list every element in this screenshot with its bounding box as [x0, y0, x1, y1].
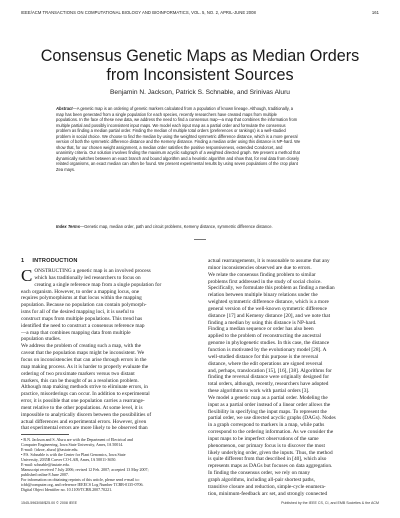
abstract-line: map has been generated from a single population for each species, recently researchers have created maps from multiple	[56, 111, 277, 117]
running-header	[21, 10, 379, 18]
footnote-rule	[21, 434, 69, 435]
body-line: In finding the consensus order, we rely on many	[208, 470, 311, 477]
body-line: ordering of two proximate markers versus two distant	[21, 370, 135, 377]
body-line: We model a genetic map as a partial order. Modeling the	[208, 394, 328, 401]
footnote-line: Computer Engineering, Iowa State University, Ames, IA 50014.	[21, 442, 124, 447]
title-line: Consensus Genetic Maps as Median Orders	[40, 47, 360, 65]
body-line: phenomenon, our primary focus is to discover the most	[208, 442, 325, 449]
body-line: partial order, we use directed acyclic graphs (DAGs). Nodes	[208, 415, 336, 422]
body-line: isms for all of the desired mapping loci, it is useful to	[21, 309, 135, 316]
paper-title	[0, 47, 400, 85]
body-line: distance [17] and Kemeny distance [20], and we note that	[208, 312, 331, 319]
body-line: We address the problem of creating such a map, with the	[21, 343, 142, 350]
footnote-line: published online 8 June 2007.	[21, 472, 69, 477]
body-line: ment relative to the other populations. At some level, it is	[21, 404, 143, 411]
body-line: distance, where the edit operations are signed reversal	[208, 360, 323, 367]
body-line: tion, minimum-feedback arc set, and strongly connected	[208, 490, 328, 497]
body-line: Specifically, we formulate this problem as finding a median	[208, 285, 335, 292]
abstract-line: unanimity criteria. Our solution involves finding the maximum acyclic subgraph of a weighted directed graph. We present a method that	[56, 150, 300, 156]
body-line: We relate the consensus finding problem to similar	[208, 271, 316, 278]
body-line: Finding a median sequence or order has also been	[208, 326, 314, 333]
body-line: impossible to analytically discern between the possibilities of	[21, 411, 152, 418]
title-line: from Inconsistent Sources	[106, 66, 294, 84]
body-line: in a graph correspond to markers in a map, while paths	[208, 422, 325, 429]
body-line: which has traditionally led researchers to focus on	[34, 274, 141, 281]
body-line: graph algorithms, including all-pair shortest paths,	[208, 477, 315, 483]
body-line: construct maps from multiple populations. This trend has	[21, 315, 143, 322]
left-column	[21, 268, 191, 432]
right-column	[208, 258, 378, 498]
abstract-line: show that, for our chosen weight assignment, a median order satisfies the positive responsiveness, extended Condorcet, and	[56, 144, 283, 150]
publisher-notice: Published by the IEEE CS, CI, and EMB Societies & the ACM	[281, 501, 379, 505]
body-line: these algorithms to work with partial orders [3].	[208, 388, 310, 395]
footnotes	[21, 437, 193, 492]
abstract-line: version of both the symmetric difference distance and the Kemeny distance. Finding a median order using this distance is NP-hard. We	[56, 139, 301, 145]
body-line: population studies.	[21, 336, 62, 343]
body-line: finding a median by using this distance is NP-hard.	[208, 319, 317, 326]
body-line: genome in phylogenetic studies. In this case, the distance	[208, 340, 330, 347]
body-line: actual differences and experimental errors. However, given	[21, 418, 147, 425]
body-line: practice, misorderings can occur. In addition to experimental	[21, 391, 150, 398]
abstract-line: related organisms, an exact median can often be found. We present experimental results by using seven populations of the crop plant	[56, 161, 298, 167]
section-number: 1	[21, 258, 25, 264]
abstract-label: Abstract	[56, 106, 73, 111]
abstract-line: dynamically switches between an exact branch and bound algorithm and a heuristic algorithm and show that, for real data from closely	[56, 155, 300, 161]
abstract-text: —A genetic map is an ordering of genetic markers calculated from a population of known lineage. Although, traditionally, a	[72, 106, 294, 111]
body-line: is quite different from that described in [40], which also	[208, 456, 327, 463]
section-title: INTRODUCTION	[32, 258, 78, 264]
footnote-line: E-mail: schnable@iastate.edu.	[21, 462, 70, 467]
page-number: 161	[371, 10, 379, 15]
body-line: identified the need to construct a consensus reference map	[21, 322, 145, 329]
body-line: represents maps as DAGs but focuses on data aggregation.	[208, 463, 333, 470]
footnote-line: tcbb@computer.org, and reference IEEECS Log Number TCBB-0135-0706.	[21, 482, 144, 487]
body-line: minor inconsistencies observed are due to errors.	[208, 264, 312, 271]
body-line: focus on inconsistencies that can arise through errors in the	[21, 356, 147, 363]
body-line: total orders, although, recently, researchers have adopted	[208, 381, 329, 388]
body-line: actual rearrangements, it is reasonable to assume that any	[208, 258, 330, 264]
body-line: population. Because no population can contain polymorph-	[21, 302, 147, 309]
section-heading	[21, 258, 78, 264]
body-line: problems first addressed in the study of social choice.	[208, 278, 322, 285]
footnote-line: Manuscript received 7 July 2006; revised 12 Feb. 2007; accepted 13 May 2007;	[21, 467, 149, 472]
body-line: caveat that the population maps might be inconsistent. We	[21, 350, 145, 357]
journal-citation: IEEE/ACM TRANSACTIONS ON COMPUTATIONAL BIOLOGY AND BIOINFORMATICS, VOL. 5, NO. 2, APRIL-JUNE 2008	[21, 10, 256, 15]
body-line: function is motivated by the evolutionary model [28]. A	[208, 346, 327, 353]
abstract	[56, 106, 346, 173]
body-line: general version of the well-known symmetric difference	[208, 305, 328, 312]
index-terms-label: Index Terms	[56, 224, 80, 229]
body-line: well-studied distance for this purpose is the reversal	[208, 353, 319, 360]
body-line: weighted symmetric difference distance, which is a more	[208, 299, 329, 306]
abstract-line: problem as finding a median partial order. Finding the median of multiple total orders (preferences or rankings) is a well-studied	[56, 128, 286, 134]
body-line: markers, this can be thought of as a resolution problem.	[21, 377, 139, 384]
body-line: flexibility in specifying the input maps. To represent the	[208, 408, 327, 415]
body-line: correspond to the ordering information. As we consider the	[208, 429, 334, 436]
body-line: error, it is possible that one population carries a rearrange-	[21, 398, 145, 405]
body-line: finding the reversal distance were originally designed for	[208, 374, 330, 381]
body-line: each organism. However, to order a mapping locus, one	[21, 288, 140, 295]
body-line: applied to the problem of reconstructing the ancestral	[208, 333, 322, 340]
index-terms-text: —Genetic map, median order, path and circuit problems, Kemeny distance, symmetric difference distance.	[79, 224, 273, 229]
footnote-line: University, 2035B Carver CO-LAB, Ames, IA 50011-3650.	[21, 457, 117, 462]
body-line: requires polymorphisms at that locus within the mapping	[21, 295, 142, 302]
body-line: Although map making methods strive to eliminate errors, in	[21, 384, 148, 391]
copyright-notice: 1545-5963/08/$25.00 © 2008 IEEE	[21, 501, 77, 505]
abstract-line: Zea mays.	[56, 167, 76, 173]
body-line: that experimental errors are more likely to be observed than	[21, 425, 148, 432]
body-line: and, perhaps, translocation [15], [16], [38]. Algorithms for	[208, 367, 332, 374]
body-line: —a map that combines mapping data from multiple	[21, 329, 131, 336]
index-terms	[56, 224, 346, 230]
body-line: map making process. As it is harder to properly evaluate the	[21, 363, 149, 370]
footnote-line: • P.S. Schnable is with the Center for Plant Genomics, Iowa State	[21, 452, 126, 457]
body-line: likely underlying order, given the inputs. Thus, the method	[208, 449, 333, 456]
body-line: relation between multiple binary relations under the	[208, 292, 318, 299]
section-divider	[194, 239, 206, 240]
footnote-line: For information on obtaining reprints of this article, please send e-mail to:	[21, 477, 140, 482]
body-line: transitive closure and reduction, simple-cycle enumera-	[208, 483, 326, 490]
footnote-line: • B.N. Jackson and S. Aluru are with the Department of Electrical and	[21, 437, 133, 442]
body-line: input as a partial order instead of a linear order allows the	[208, 401, 331, 408]
drop-cap: C	[21, 266, 33, 285]
abstract-line: problem in social choice. We choose to find the median by using the weighted symmetric difference distance, which is a more general	[56, 133, 298, 139]
body-line: input maps to be imperfect observations of the same	[208, 435, 319, 442]
footnote-line: E-mail: {tdzoe, aluru}@iastate.edu.	[21, 447, 79, 452]
author-list: Benjamin N. Jackson, Patrick S. Schnable, and Srinivas Aluru	[110, 89, 290, 96]
abstract-line: multiple partial and possibly inconsistent input maps. We model each input map as a partial order and formulate the consensus	[56, 122, 286, 128]
footnote-line: Digital Object Identifier no. 10.1109/TCBB.2007.70221.	[21, 487, 113, 492]
body-line: ONSTRUCTING a genetic map is an involved process	[34, 268, 151, 274]
body-line: creating a single reference map from a single population for	[34, 281, 162, 288]
abstract-line: populations. In the face of these new data, we address the need to find a consensus map—a map that combines the information from	[56, 117, 298, 123]
